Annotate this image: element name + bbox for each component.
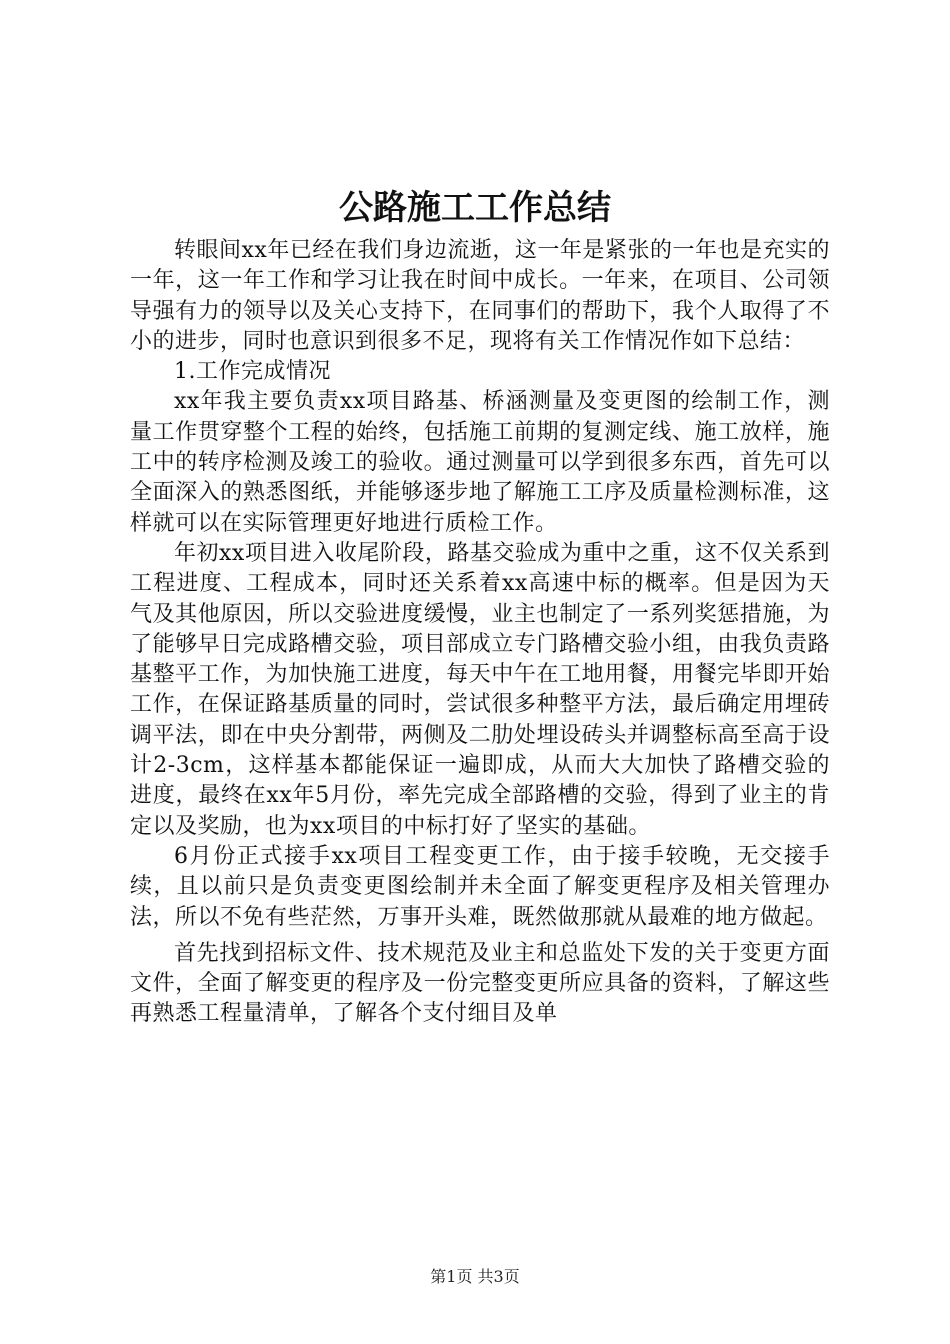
document-body: [130, 236, 830, 1030]
paragraph-change-takeover: 6月份正式接手xx项目工程变更工作，由于接手较晚，无交接手续，且以前只是负责变更图绘制并未全面了解变更程序及相关管理办法，所以不免有些茫然，万事开头难，既然做那就从最难的地方做起。: [130, 843, 830, 930]
page-number-footer: 第1页 共3页: [430, 1267, 520, 1286]
document-title: 公路施工工作总结: [339, 188, 611, 228]
paragraph-intro: 转眼间xx年已经在我们身边流逝，这一年是紧张的一年也是充实的一年，这一年工作和学习让我在时间中成长。一年来，在项目、公司领导强有力的领导以及关心支持下，在同事们的帮助下，我个人取得了不小的进步，同时也意识到很多不足，现将有关工作情况作如下总结：: [130, 238, 830, 354]
paragraph-subgrade-acceptance: 年初xx项目进入收尾阶段，路基交验成为重中之重，这不仅关系到工程进度、工程成本，同时还关系着xx高速中标的概率。但是因为天气及其他原因，所以交验进度缓慢，业主也制定了一系列奖惩措施，为了能够早日完成路槽交验，项目部成立专门路槽交验小组，由我负责路基整平工作，为加快施工进度，每天中午在工地用餐，用餐完毕即开始工作，在保证路基质量的同时，尝试很多种整平方法，最后确定用埋砖调平法，即在中央分割带，两侧及二肋处埋设砖头并调整标高至高于设计2-3cm，这样基本都能保证一遍即成，从而大大加快了路槽交验的进度，最终在xx年5月份，率先完成全部路槽的交验，得到了业主的肯定以及奖励，也为xx项目的中标打好了坚实的基础。: [130, 540, 830, 839]
section-heading-work-completion: 1.工作完成情况: [174, 359, 331, 385]
paragraph-survey-work: xx年我主要负责xx项目路基、桥涵测量及变更图的绘制工作，测量工作贯穿整个工程的始终，包括施工前期的复测定线、施工放样，施工中的转序检测及竣工的验收。通过测量可以学到很多东西，首先可以全面深入的熟悉图纸，并能够逐步地了解施工工序及质量检测标准，这样就可以在实际管理更好地进行质检工作。: [130, 389, 830, 536]
paragraph-change-documents: 首先找到招标文件、技术规范及业主和总监处下发的关于变更方面文件，全面了解变更的程序及一份完整变更所应具备的资料，了解这些再熟悉工程量清单，了解各个支付细目及单: [130, 940, 830, 1027]
